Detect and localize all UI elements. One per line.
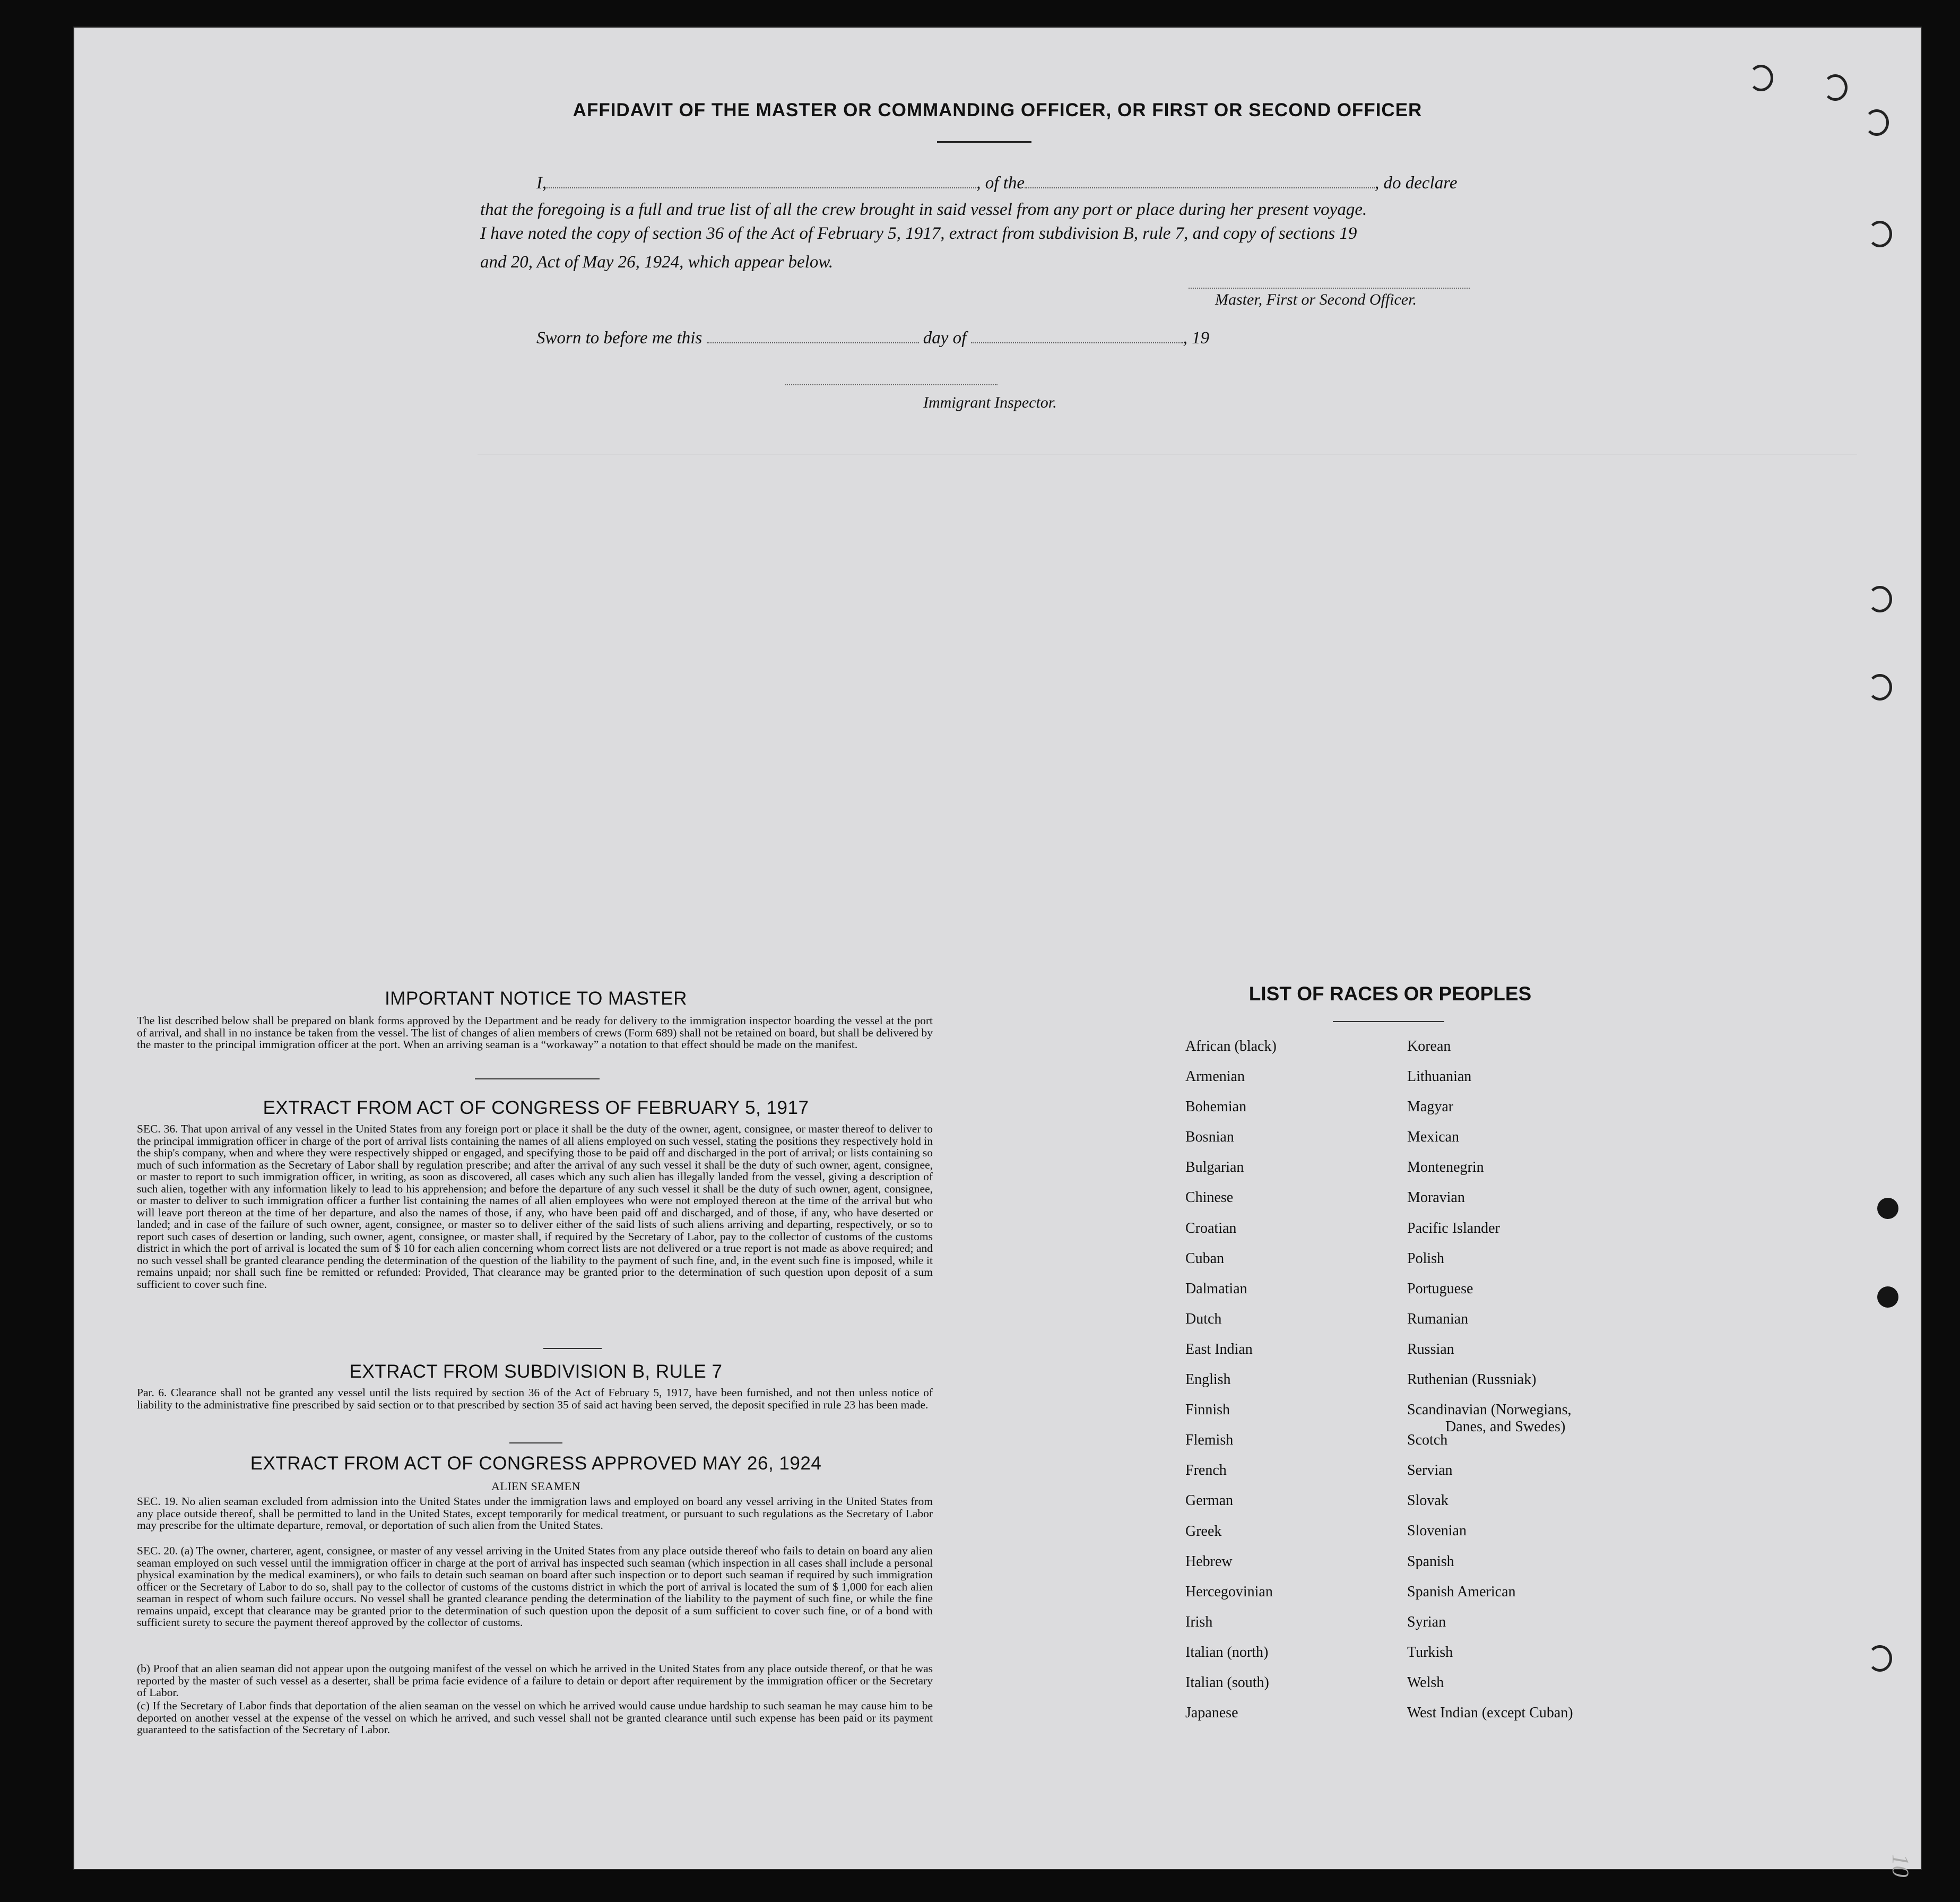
vessel-prefix: , of the (976, 174, 1025, 193)
declarant-name-field[interactable] (547, 172, 976, 188)
extract-1924-sec19: SEC. 19. No alien seaman excluded from admission into the United States under the immigration laws and employed on board any vessel arriving in the United States from any place outside thereof, shall be permitted to land in the United States, except temporarily for medical treatment, or pursuant to such regulations as the Secretary of Labor may prescribe for the ultimate departure, removal, or deportation of such alien from the United States. (137, 1495, 933, 1532)
extract-1924-sec20a: SEC. 20. (a) The owner, charterer, agent, consignee, or master of any vessel arriving in the United States from any place outside thereof who fails to detain on board any alien seaman employed on such vessel until the immigration officer in charge at the port of arrival has inspected such seaman (which inspection in all cases shall include a personal physical examination by the medical examiners), or who fails to detain such seaman on board after such inspection or to deport such seaman if required by such immigration officer or the Secretary of Labor to do so, shall pay to the collector of customs of the customs district in which the port of arrival is located the sum of $ 1,000 for each alien seaman in respect of whom such failure occurs. No vessel shall be granted clearance pending the determination of the liability to the payment of such fine, or while the fine remains unpaid, except that clearance may be granted prior to the determination of such question upon the deposit of a sum sufficient to cover such fine, or of a bond with sufficient surety to secure the payment thereof approved by the collector of customs. (137, 1544, 933, 1629)
race-item: Pacific Islander (1407, 1220, 1500, 1237)
race-item: Greek (1185, 1523, 1222, 1540)
race-item: French (1185, 1462, 1227, 1479)
race-item: Chinese (1185, 1189, 1234, 1206)
race-item: Italian (north) (1185, 1644, 1269, 1661)
binder-hole (1868, 586, 1892, 612)
race-item: Cuban (1185, 1250, 1225, 1267)
master-signature-line[interactable] (1189, 287, 1470, 289)
section-divider (543, 1348, 602, 1349)
extract-1924-sec20b: (b) Proof that an alien seaman did not appear upon the outgoing manifest of the vessel on which he arrived in the United States from any place outside thereof, or that he was reported by the master of such vessel as a deserter, shall be prima facie evidence of a failure to detain or deport after requirement by the immigration officer or the Secretary of Labor. (137, 1662, 933, 1699)
page-number: 10 (1887, 1854, 1914, 1878)
master-signature-label: Master, First or Second Officer. (1215, 291, 1417, 308)
race-item: Polish (1407, 1250, 1445, 1267)
race-item: Korean (1407, 1038, 1451, 1054)
race-item: Italian (south) (1185, 1674, 1269, 1691)
race-item: Finnish (1185, 1402, 1230, 1419)
race-item: Spanish American (1407, 1583, 1516, 1600)
race-item: Bosnian (1185, 1129, 1234, 1146)
binder-hole (1864, 109, 1889, 136)
race-item-continuation: Danes, and Swedes) (1445, 1419, 1566, 1436)
extract-1917-text: SEC. 36. That upon arrival of any vessel in the United States from any foreign port or place it shall be the duty of the owner, agent, consignee, or master thereof to deliver to the principal immigration officer in charge of the port of arrival lists containing the names of all aliens employed on such vessel, stating the positions they respectively hold in the ship's company, when and where they were respectively shipped or engaged, and specifying those to be paid off and discharged in the port of arrival; or lists containing so much of such information as the Secretary of Labor shall by regulation prescribe; and after the arrival of any such vessel it shall be the duty of such owner, agent, consignee, or master to report to such immigration officer, in writing, as soon as discovered, all cases which any such alien has illegally landed from the vessel, giving a description of such alien, together with any information likely to lead to his apprehension; and before the departure of any such vessel it shall be the duty of such owner, agent, consignee, or master to deliver to such immigration officer a further list containing the names of all alien employees who were not employed thereon at the time of the arrival but who will leave port thereon at the time of her departure, and also the names of those, if any, who have been paid off and discharged, and of those, if any, who have deserted or landed; and in case of the failure of such owner, agent, consignee, or master so to deliver either of the said lists of such aliens arriving and departing, respectively, or so to report such cases of desertion or landing, such owner, agent, consignee, or master shall, if required by the Secretary of Labor, pay to the collector of customs of the customs district in which the port of arrival is located the sum of $ 10 for each alien concerning whom correct lists are not delivered or a true report is not made as above required; and no such vessel shall be granted clearance pending the determination of the question of the liability to the payment of such fine, and, in the event such fine is imposed, while it remains unpaid; nor shall such fine be remitted or refunded: Provided, That clearance may be granted prior to the determination of such question upon deposit of a sum sufficient to cover such fine. (137, 1122, 933, 1291)
extract-1917-title: EXTRACT FROM ACT OF CONGRESS OF FEBRUARY 5, 1917 (263, 1097, 809, 1118)
race-item: Portuguese (1407, 1280, 1473, 1297)
notice-title: IMPORTANT NOTICE TO MASTER (385, 988, 687, 1009)
affidavit-text-line: and 20, Act of May 26, 1924, which appear below. (480, 253, 834, 272)
race-item: Armenian (1185, 1068, 1245, 1085)
race-item: Flemish (1185, 1432, 1234, 1449)
race-item: Magyar (1407, 1099, 1454, 1116)
section-divider (475, 1078, 600, 1079)
races-title-underline (1333, 1021, 1444, 1022)
binder-hole (1868, 1645, 1892, 1672)
punch-dot (1877, 1198, 1898, 1219)
extract-1924-subtitle: ALIEN SEAMEN (491, 1480, 580, 1493)
binder-hole (1868, 221, 1892, 247)
race-item: Bohemian (1185, 1099, 1247, 1116)
inspector-signature-line[interactable] (785, 383, 998, 385)
race-item: Hebrew (1185, 1553, 1233, 1570)
races-column-left (1185, 1038, 1277, 1735)
affidavit-declaration-line (480, 171, 1510, 195)
race-item: Slovenian (1407, 1523, 1467, 1540)
inspector-signature-label: Immigrant Inspector. (923, 394, 1057, 411)
race-item: Hercegovinian (1185, 1583, 1273, 1600)
vessel-name-field[interactable] (1025, 172, 1375, 188)
race-item: Dalmatian (1185, 1280, 1247, 1297)
race-item: Croatian (1185, 1220, 1237, 1237)
sworn-line (480, 326, 1510, 350)
race-item: Ruthenian (Russniak) (1407, 1371, 1537, 1388)
sworn-day-field[interactable] (707, 327, 919, 343)
race-item: West Indian (except Cuban) (1407, 1704, 1573, 1721)
race-item: German (1185, 1492, 1234, 1509)
sworn-month-field[interactable] (971, 327, 1183, 343)
binder-hole (1749, 65, 1773, 91)
race-item: Slovak (1407, 1492, 1449, 1509)
punch-dot (1877, 1286, 1898, 1308)
race-item: Scotch (1407, 1432, 1448, 1449)
race-item: Moravian (1407, 1189, 1465, 1206)
race-item: Servian (1407, 1462, 1453, 1479)
extract-1924-title: EXTRACT FROM ACT OF CONGRESS APPROVED MAY 26, 1924 (250, 1453, 822, 1474)
title-underline (937, 141, 1031, 143)
race-item: Welsh (1407, 1674, 1444, 1691)
binder-hole (1868, 674, 1892, 701)
race-item: Russian (1407, 1341, 1454, 1358)
race-item: Montenegrin (1407, 1159, 1484, 1176)
races-title: LIST OF RACES OR PEOPLES (1248, 983, 1532, 1005)
extract-rule7-title: EXTRACT FROM SUBDIVISION B, RULE 7 (349, 1361, 723, 1382)
race-item: Spanish (1407, 1553, 1454, 1570)
race-item: Rumanian (1407, 1310, 1469, 1327)
race-item: Bulgarian (1185, 1159, 1244, 1176)
race-item: Japanese (1185, 1705, 1238, 1722)
affidavit-text-line: I have noted the copy of section 36 of the Act of February 5, 1917, extract from subdivision B, rule 7, and copy of sections 19 (480, 224, 1357, 243)
extract-1924-sec20c: (c) If the Secretary of Labor finds that deportation of the alien seaman on the vessel on which he arrived would cause undue hardship to such seaman he may cause him to be deported on another vessel at the expense of the vessel on which he arrived, and such vessel shall not be granted clearance until such expense has been paid or its payment guaranteed to the satisfaction of the Secretary of Labor. (137, 1699, 933, 1736)
extract-rule7-text: Par. 6. Clearance shall not be granted any vessel until the lists required by section 36 of the Act of February 5, 1917, have been furnished, and not then unless notice of liability to the administrative fine prescribed by said section or to that prescribed by section 35 of said act having been served, the deposit specified in rule 23 has been made. (137, 1386, 933, 1411)
affidavit-title: AFFIDAVIT OF THE MASTER OR COMMANDING OFFICER, OR FIRST OR SECOND OFFICER (573, 100, 1423, 120)
race-item: Dutch (1185, 1310, 1222, 1327)
race-item: Lithuanian (1407, 1068, 1472, 1085)
race-item: Syrian (1407, 1613, 1446, 1630)
sworn-day-of: day of (923, 328, 967, 348)
races-column-right (1407, 1038, 1573, 1735)
race-item: English (1185, 1371, 1231, 1388)
race-item: Scandinavian (Norwegians, (1407, 1402, 1572, 1419)
race-item: East Indian (1185, 1341, 1253, 1358)
race-item: Irish (1185, 1613, 1213, 1630)
race-item: Turkish (1407, 1644, 1453, 1661)
sworn-year-prefix: , 19 (1183, 328, 1210, 348)
notice-text: The list described below shall be prepared on blank forms approved by the Department and be ready for delivery to the immigration inspector boarding the vessel at the port of arrival, and shall in no instance be taken from the vessel. The list of changes of alien members of crews (Form 689) shall not be retained on board, but shall be delivered by the master to the principal immigration officer at the port. When an arriving seaman is a “workaway” a notation to that effect should be made on the manifest. (137, 1014, 933, 1051)
declarant-prefix: I, (536, 174, 547, 193)
declare-suffix: , do declare (1374, 174, 1458, 193)
section-divider (509, 1442, 562, 1443)
race-item: African (black) (1185, 1038, 1277, 1054)
binder-hole (1823, 74, 1848, 101)
affidavit-text-line: that the foregoing is a full and true list of all the crew brought in said vessel from any port or place during her present voyage. (480, 200, 1367, 219)
sworn-prefix: Sworn to before me this (536, 328, 703, 348)
race-item: Mexican (1407, 1129, 1459, 1146)
